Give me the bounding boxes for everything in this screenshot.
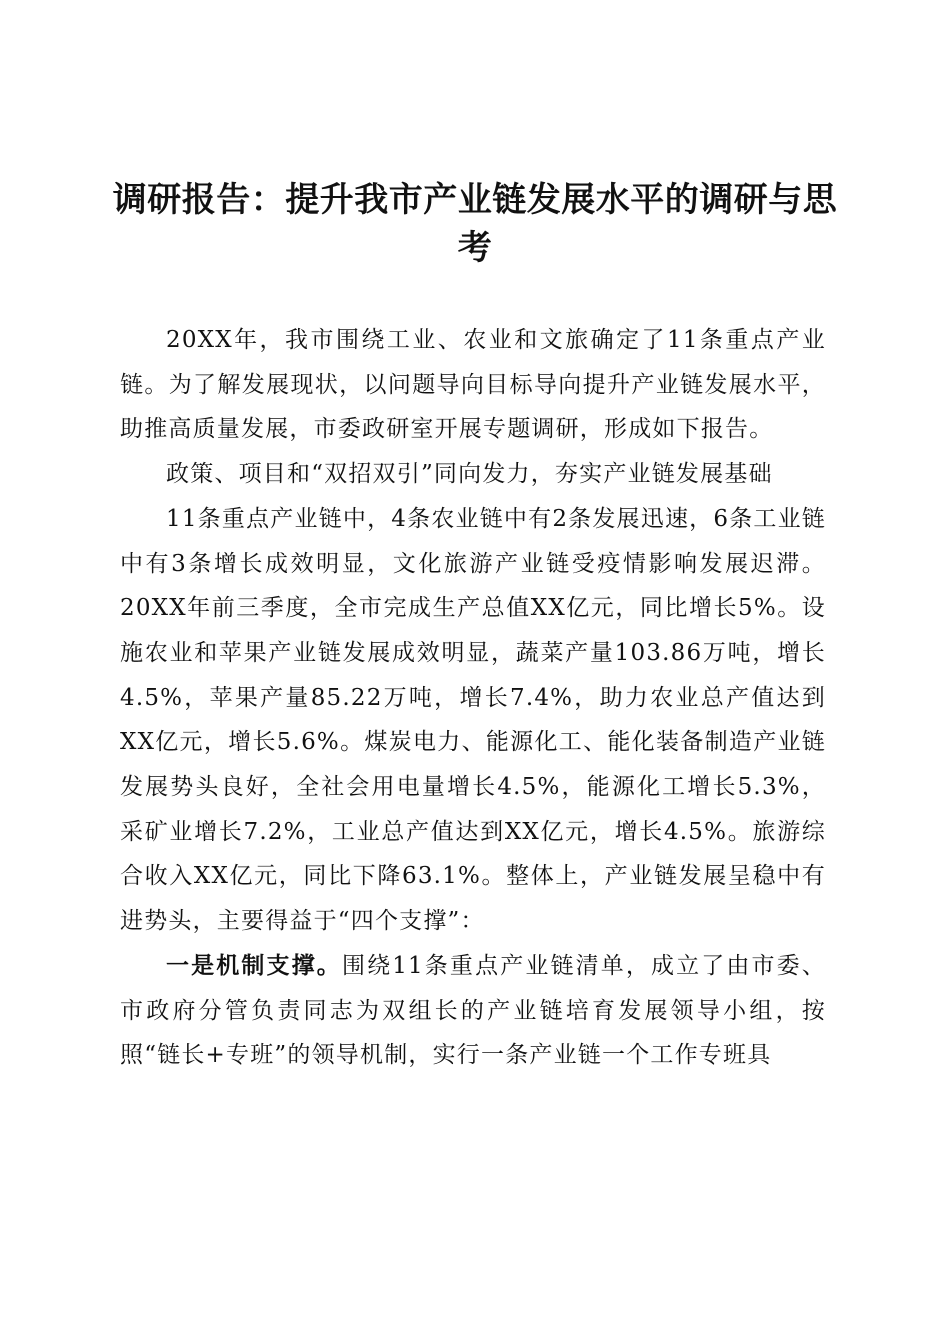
section-heading-paragraph (120, 452, 826, 497)
paragraph-lead: 一是机制支撑。 (166, 952, 342, 979)
document-body (120, 318, 826, 1078)
document-title: 调研报告：提升我市产业链发展水平的调研与思考 (112, 180, 838, 268)
paragraph-text: 政策、项目和“双招双引”同向发力，夯实产业链发展基础 (166, 461, 773, 488)
paragraph-text: 20XX年，我市围绕工业、农业和文旅确定了11条重点产业链。为了解发展现状，以问题导向目标导向提升产业链发展水平，助推高质量发展，市委政研室开展专题调研，形成如下报告。 (120, 327, 826, 443)
mechanism-support-paragraph (120, 944, 826, 1078)
intro-paragraph (120, 318, 826, 452)
statistics-paragraph (120, 497, 826, 944)
paragraph-text: 围绕11条重点产业链清单，成立了由市委、市政府分管负责同志为双组长的产业链培育发展领导小组，按照“链长+专班”的领导机制，实行一条产业链一个工作专班具 (120, 952, 826, 1069)
paragraph-text: 11条重点产业链中，4条农业链中有2条发展迅速，6条工业链中有3条增长成效明显，文化旅游产业链受疫情影响发展迟滞。20XX年前三季度，全市完成生产总值XX亿元，同比增长5%。设施农业和苹果产业链发展成效明显，蔬菜产量103.86万吨，增长4.5%，苹果产量85.22万吨，增长7.4%，助力农业总产值达到XX亿元，增长5.6%。煤炭电力、能源化工、能化装备制造产业链发展势头良好，全社会用电量增长4.5%，能源化工增长5.3%，采矿业增长7.2%，工业总产值达到XX亿元，增长4.5%。旅游综合收入XX亿元，同比下降63.1%。整体上，产业链发展呈稳中有进势头，主要得益于“四个支撑”： (120, 505, 826, 935)
